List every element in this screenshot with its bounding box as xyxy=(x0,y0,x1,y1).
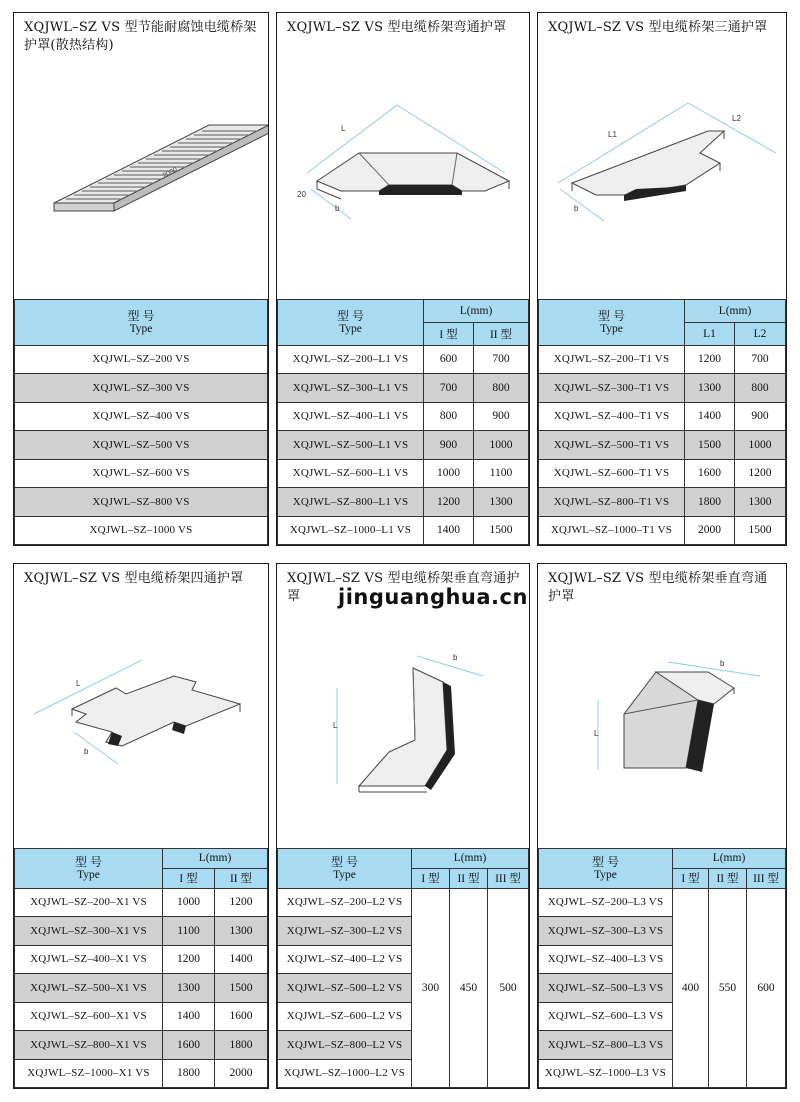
shared-value: 500 xyxy=(488,888,529,1088)
col-header: I 型 xyxy=(412,868,450,888)
col-header: L2 xyxy=(735,322,786,345)
table-row: XQJWL–SZ–500–L3 VS xyxy=(539,974,786,1003)
col-header: I 型 xyxy=(673,868,709,888)
table-row: XQJWL–SZ–500–L2 VS xyxy=(278,974,529,1003)
dim-h-label: 20 xyxy=(297,190,306,199)
dim-l2-label: L2 xyxy=(732,114,741,123)
table-row: XQJWL–SZ–300–L1 VS 700 800 xyxy=(278,374,529,403)
col-header: III 型 xyxy=(488,868,529,888)
table-row: XQJWL–SZ–500 VS xyxy=(15,431,268,460)
dim-l-label: L xyxy=(76,679,81,688)
vertical-elbow-drawing-2 xyxy=(538,564,786,849)
panel-tee-cover xyxy=(537,12,787,546)
cross-cover-drawing xyxy=(14,564,268,849)
table-row: XQJWL–SZ–400 VS xyxy=(15,402,268,431)
shared-value: 550 xyxy=(709,888,747,1088)
table-row: XQJWL–SZ–1000–L3 VS xyxy=(539,1059,786,1088)
panel-vertical-elbow-cover xyxy=(276,563,530,1089)
shared-value: 450 xyxy=(450,888,488,1088)
table-row: XQJWL–SZ–300–L2 VS xyxy=(278,917,529,946)
dim-l-label: L xyxy=(341,124,346,133)
panel-title: XQJWL–SZ VS 型节能耐腐蚀电缆桥架护罩(散热结构) xyxy=(24,20,257,53)
table-row: XQJWL–SZ–600–L1 VS 1000 1100 xyxy=(278,459,529,488)
col-header: II 型 xyxy=(474,322,529,345)
table-row: XQJWL–SZ–200–L1 VS 600 700 xyxy=(278,345,529,374)
dim-b-label: b xyxy=(720,659,725,668)
length-header: L(mm) xyxy=(412,848,529,868)
type-header: 型 号 Type xyxy=(15,848,163,888)
tee-cover-drawing xyxy=(538,13,786,303)
spec-table xyxy=(277,299,529,546)
dim-b-label: b xyxy=(335,204,340,213)
spec-table xyxy=(14,848,268,1089)
table-row: XQJWL–SZ–600–X1 VS 1400 1600 xyxy=(15,1002,268,1031)
col-header: II 型 xyxy=(215,868,268,888)
shared-value: 600 xyxy=(747,888,786,1088)
col-header: II 型 xyxy=(709,868,747,888)
table-row: XQJWL–SZ–1000–L1 VS 1400 1500 xyxy=(278,516,529,545)
length-header: L(mm) xyxy=(163,848,268,868)
spec-table xyxy=(538,848,786,1089)
panel-elbow-cover xyxy=(276,12,530,546)
table-row: XQJWL–SZ–200–T1 VS 1200 700 xyxy=(539,345,786,374)
table-row: XQJWL–SZ–600–L2 VS xyxy=(278,1002,529,1031)
panel-vertical-elbow-cover-2 xyxy=(537,563,787,1089)
shared-value: 400 xyxy=(673,888,709,1088)
table-row: XQJWL–SZ–800–T1 VS 1800 1300 xyxy=(539,488,786,517)
table-row: XQJWL–SZ–300–L3 VS xyxy=(539,917,786,946)
shared-value: 300 xyxy=(412,888,450,1088)
type-header: 型 号 Type xyxy=(278,848,412,888)
table-row: XQJWL–SZ–400–L1 VS 800 900 xyxy=(278,402,529,431)
table-row: XQJWL–SZ–400–L2 VS xyxy=(278,945,529,974)
dim-l-label: L xyxy=(594,729,599,738)
tray-cover-drawing xyxy=(14,13,268,303)
table-row: XQJWL–SZ–200–L2 VS 300 450 500 xyxy=(278,888,529,917)
table-row: XQJWL–SZ–300–T1 VS 1300 800 xyxy=(539,374,786,403)
table-row: XQJWL–SZ–500–T1 VS 1500 1000 xyxy=(539,431,786,460)
table-row: XQJWL–SZ–800–L2 VS xyxy=(278,1031,529,1060)
watermark: jinguanghua.cn xyxy=(338,585,528,609)
panel-title: XQJWL–SZ VS 型电缆桥架垂直弯通护罩 xyxy=(548,571,768,604)
table-row: XQJWL–SZ–600–L3 VS xyxy=(539,1002,786,1031)
table-row: XQJWL–SZ–400–T1 VS 1400 900 xyxy=(539,402,786,431)
length-header: L(mm) xyxy=(673,848,786,868)
spec-table xyxy=(277,848,529,1089)
table-row: XQJWL–SZ–1000 VS xyxy=(15,516,268,545)
table-row: XQJWL–SZ–1000–T1 VS 2000 1500 xyxy=(539,516,786,545)
table-row: XQJWL–SZ–800 VS xyxy=(15,488,268,517)
col-header: II 型 xyxy=(450,868,488,888)
panel-title: XQJWL–SZ VS 型电缆桥架垂直弯通护罩 xyxy=(287,571,520,604)
col-header: I 型 xyxy=(424,322,474,345)
dim-b-label: b xyxy=(453,653,458,662)
type-header: 型 号 Type xyxy=(278,299,424,345)
table-row: XQJWL–SZ–300–X1 VS 1100 1300 xyxy=(15,917,268,946)
table-row: XQJWL–SZ–300 VS xyxy=(15,374,268,403)
table-row: XQJWL–SZ–600–T1 VS 1600 1200 xyxy=(539,459,786,488)
table-row: XQJWL–SZ–1000–L2 VS xyxy=(278,1059,529,1088)
table-row: XQJWL–SZ–800–L1 VS 1200 1300 xyxy=(278,488,529,517)
panel-cable-tray-cover xyxy=(13,12,269,546)
table-row: XQJWL–SZ–200–X1 VS 1000 1200 xyxy=(15,888,268,917)
length-header: L(mm) xyxy=(685,299,786,322)
elbow-cover-drawing xyxy=(277,13,529,303)
spec-table xyxy=(14,299,268,546)
dim-l-label: L xyxy=(333,721,338,730)
type-header: 型 号 Type xyxy=(539,848,673,888)
table-row: XQJWL–SZ–800–X1 VS 1600 1800 xyxy=(15,1031,268,1060)
table-row: XQJWL–SZ–200–L3 VS 400 550 600 xyxy=(539,888,786,917)
table-row: XQJWL–SZ–1000–X1 VS 1800 2000 xyxy=(15,1059,268,1088)
dim-l1-label: L1 xyxy=(608,130,617,139)
col-header: I 型 xyxy=(163,868,215,888)
dim-b-label: b xyxy=(574,204,579,213)
table-row: XQJWL–SZ–400–L3 VS xyxy=(539,945,786,974)
table-row: XQJWL–SZ–600 VS xyxy=(15,459,268,488)
table-row: XQJWL–SZ–500–L1 VS 900 1000 xyxy=(278,431,529,460)
dim-b-label: b xyxy=(84,747,89,756)
panel-title: XQJWL–SZ VS 型电缆桥架三通护罩 xyxy=(548,20,768,35)
table-row: XQJWL–SZ–400–X1 VS 1200 1400 xyxy=(15,945,268,974)
panel-title: XQJWL–SZ VS 型电缆桥架四通护罩 xyxy=(24,571,244,586)
table-row: XQJWL–SZ–800–L3 VS xyxy=(539,1031,786,1060)
panel-cross-cover xyxy=(13,563,269,1089)
panel-title: XQJWL–SZ VS 型电缆桥架弯通护罩 xyxy=(287,20,507,35)
table-row: XQJWL–SZ–500–X1 VS 1300 1500 xyxy=(15,974,268,1003)
spec-table xyxy=(538,299,786,546)
length-header: L(mm) xyxy=(424,299,529,322)
table-row: XQJWL–SZ–200 VS xyxy=(15,345,268,374)
col-header: L1 xyxy=(685,322,735,345)
type-header: 型 号 Type xyxy=(539,299,685,345)
col-header: III 型 xyxy=(747,868,786,888)
length-label: 2000 xyxy=(161,166,179,180)
type-header: 型 号 Type xyxy=(15,299,268,345)
